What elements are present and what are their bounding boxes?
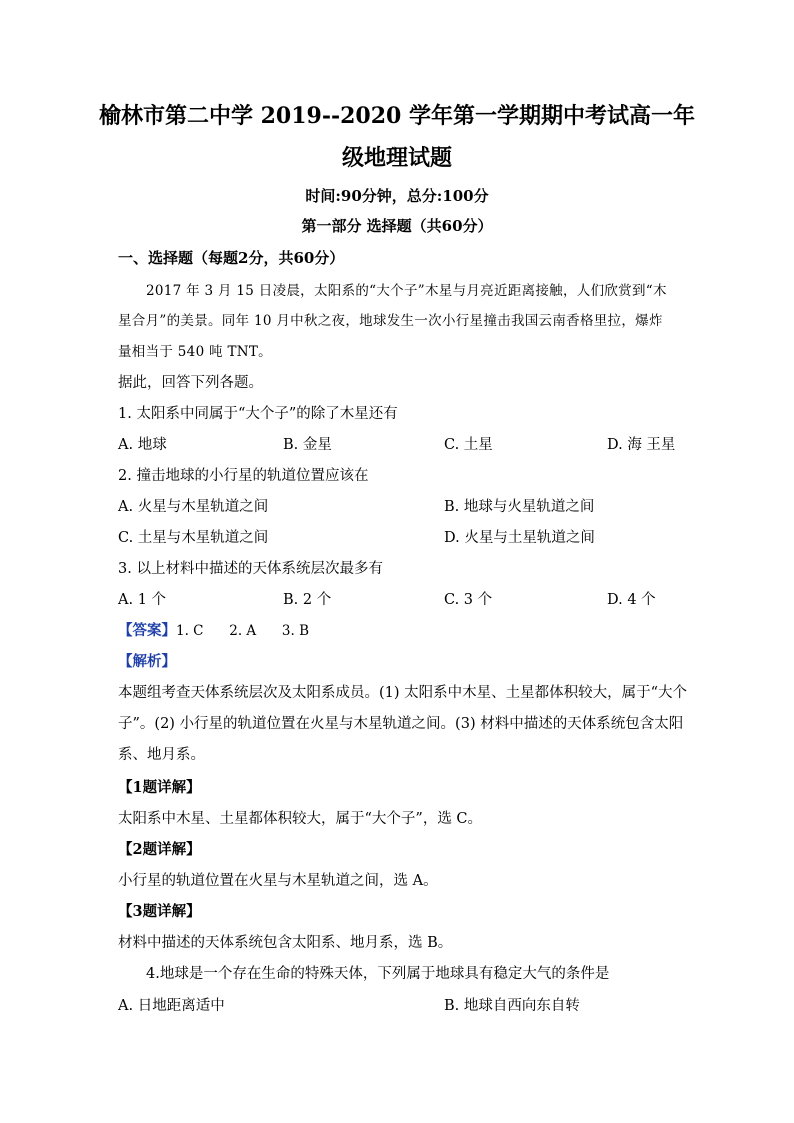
detail2-text: 小行星的轨道位置在火星与木星轨道之间，选 A。 — [118, 873, 438, 889]
detail3-label: 【3题详解】 — [118, 903, 201, 920]
instruction: 据此，回答下列各题。 — [118, 375, 263, 391]
q3-option-c: C. 3 个 — [444, 592, 493, 608]
q2-option-b: B. 地球与火星轨道之间 — [444, 499, 595, 515]
analysis-line: 本题组考查天体系统层次及太阳系成员。(1) 太阳系中木星、土星都体积较大，属于“大个 — [118, 685, 688, 701]
q4-option-a: A. 日地距离适中 — [118, 998, 225, 1014]
analysis-line: 子”。(2) 小行星的轨道位置在火星与木星轨道之间。(3) 材料中描述的天体系统包含太阳 — [118, 716, 684, 732]
passage-line: 星合月”的美景。同年 10 月中秋之夜，地球发生一次小行星撞击我国云南香格里拉，爆炸 — [118, 313, 663, 329]
q3-option-d: D. 4 个 — [607, 592, 656, 608]
detail1-text: 太阳系中木星、土星都体积较大，属于“大个子”，选 C。 — [118, 811, 483, 827]
exam-title-line1: 榆林市第二中学 2019--2020 学年第一学期期中考试高一年 — [98, 103, 696, 129]
detail3-text: 材料中描述的天体系统包含太阳系、地月系，选 B。 — [118, 935, 453, 951]
analysis-line: 系、地月系。 — [118, 747, 205, 763]
section1-title: 一、选择题（每题2分，共60分） — [118, 249, 345, 267]
q2-option-c: C. 土星与木星轨道之间 — [118, 530, 269, 546]
q4-stem: 4.地球是一个存在生命的特殊天体，下列属于地球具有稳定大气的条件是 — [146, 966, 610, 982]
time-info: 时间:90分钟，总分:100分 — [305, 187, 489, 205]
q1-option-a: A. 地球 — [118, 437, 167, 453]
passage-line: 量相当于 540 吨 TNT。 — [118, 344, 272, 360]
q3-option-b: B. 2 个 — [283, 592, 332, 608]
answer-text: 1. C 2. A 3. B — [176, 623, 310, 639]
answer-row — [118, 621, 309, 641]
part1-title: 第一部分 选择题（共60分） — [301, 217, 493, 235]
q2-option-d: D. 火星与土星轨道之间 — [444, 530, 595, 546]
q1-option-b: B. 金星 — [283, 437, 332, 453]
detail2-label: 【2题详解】 — [118, 841, 201, 858]
detail1-label: 【1题详解】 — [118, 779, 201, 796]
q4-option-b: B. 地球自西向东自转 — [444, 998, 580, 1014]
passage-line: 2017 年 3 月 15 日凌晨，太阳系的“大个子”木星与月亮近距离接触，人们欣赏到“木 — [146, 283, 667, 299]
analysis-label: 【解析】 — [118, 653, 176, 670]
q1-stem: 1. 太阳系中同属于“大个子”的除了木星还有 — [118, 406, 398, 422]
q2-option-a: A. 火星与木星轨道之间 — [118, 499, 269, 515]
q1-option-d: D. 海 王星 — [607, 437, 676, 453]
q2-stem: 2. 撞击地球的小行星的轨道位置应该在 — [118, 468, 369, 484]
answer-label: 【答案】 — [118, 622, 176, 639]
q3-option-a: A. 1 个 — [118, 592, 167, 608]
q3-stem: 3. 以上材料中描述的天体系统层次最多有 — [118, 561, 383, 577]
exam-title-line2: 级地理试题 — [341, 145, 452, 171]
q1-option-c: C. 土星 — [444, 437, 493, 453]
